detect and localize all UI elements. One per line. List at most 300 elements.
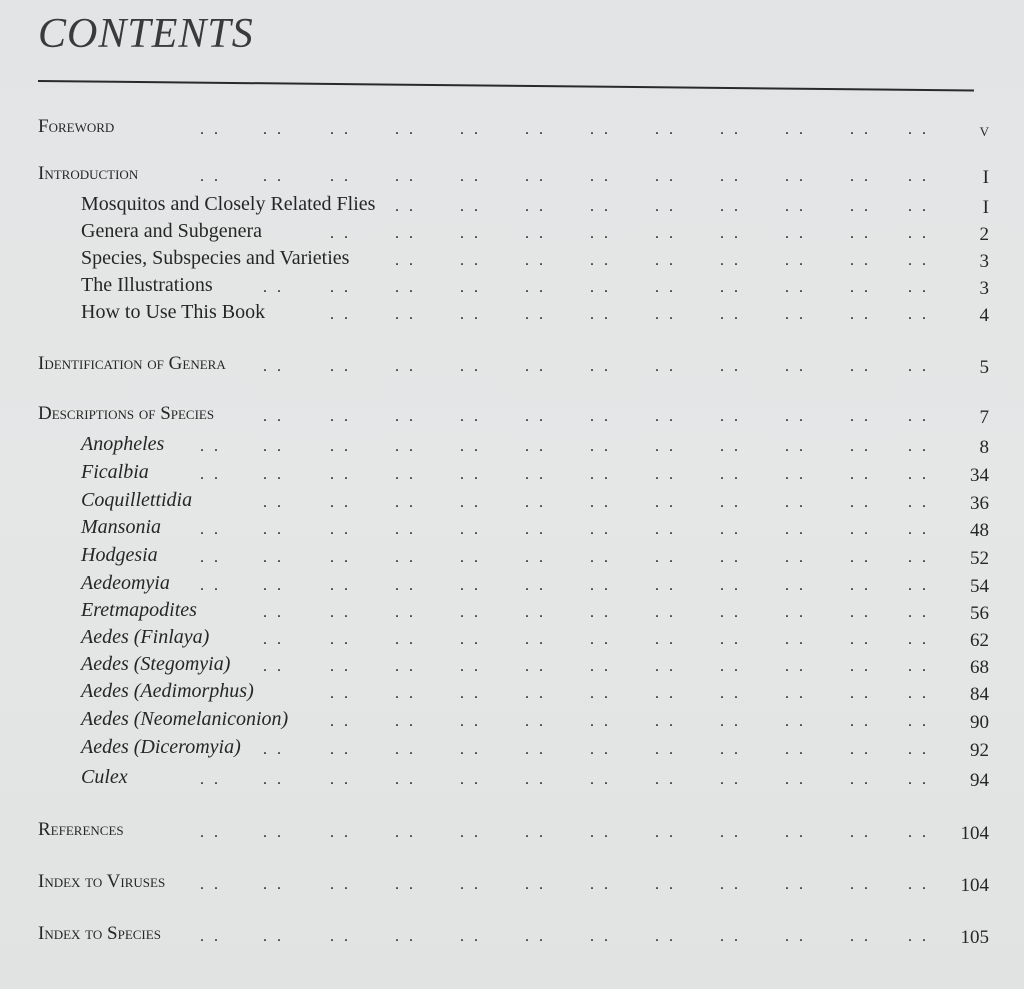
dot-leaders [0, 357, 1024, 377]
leader-dot: . . [330, 928, 351, 945]
leader-dot: . . [460, 549, 481, 566]
leader-dot: . . [850, 466, 871, 483]
leader-dot: . . [655, 604, 676, 621]
leader-dot: . . [330, 494, 351, 511]
leader-dot: . . [525, 168, 546, 185]
toc-page-number: 34 [970, 465, 989, 486]
leader-dot: . . [785, 658, 806, 675]
leader-dot: . . [655, 121, 676, 138]
toc-entry-label: The Illustrations [81, 274, 213, 296]
leader-dot: . . [655, 494, 676, 511]
leader-dot: . . [850, 631, 871, 648]
toc-page-number: I [982, 197, 989, 218]
leader-dot: . . [655, 577, 676, 594]
leader-dot: . . [850, 685, 871, 702]
leader-dot: . . [850, 521, 871, 538]
leader-dot: . . [395, 494, 416, 511]
leader-dot: . . [263, 438, 284, 455]
leader-dot: . . [590, 658, 611, 675]
leader-dot: . . [525, 577, 546, 594]
dot-leaders [0, 224, 1024, 244]
toc-entry-label: Aedes (Neomelaniconion) [81, 708, 289, 730]
leader-dot: . . [655, 631, 676, 648]
contents-heading: CONTENTS [38, 11, 254, 57]
leader-dot: . . [330, 876, 351, 893]
leader-dot: . . [460, 168, 481, 185]
leader-dot: . . [655, 928, 676, 945]
toc-entry [0, 764, 1024, 792]
dot-leaders [0, 740, 1024, 760]
leader-dot: . . [850, 438, 871, 455]
leader-dot: . . [785, 604, 806, 621]
leader-dot: . . [263, 358, 284, 375]
leader-dot: . . [200, 549, 221, 566]
leader-dot: . . [395, 168, 416, 185]
leader-dot: . . [720, 198, 741, 215]
toc-page-number: 7 [979, 407, 989, 428]
leader-dot: . . [908, 771, 929, 788]
leader-dot: . . [785, 121, 806, 138]
toc-entry [0, 401, 1024, 429]
toc-page-number: 48 [970, 520, 989, 541]
toc-entry-label: Anopheles [81, 433, 165, 455]
leader-dot: . . [720, 604, 741, 621]
toc-entry [0, 921, 1024, 949]
dot-leaders [0, 548, 1024, 568]
leader-dot: . . [395, 658, 416, 675]
leader-dot: . . [395, 121, 416, 138]
leader-dot: . . [850, 121, 871, 138]
toc-page-number: 104 [960, 875, 989, 896]
toc-page-number: 62 [970, 630, 989, 651]
leader-dot: . . [908, 631, 929, 648]
leader-dot: . . [525, 279, 546, 296]
leader-dot: . . [395, 631, 416, 648]
dot-leaders [0, 120, 1024, 140]
leader-dot: . . [525, 438, 546, 455]
leader-dot: . . [460, 824, 481, 841]
dot-leaders [0, 603, 1024, 623]
leader-dot: . . [525, 713, 546, 730]
leader-dot: . . [330, 466, 351, 483]
leader-dot: . . [655, 741, 676, 758]
leader-dot: . . [850, 876, 871, 893]
toc-entry-label: Coquillettidia [81, 489, 193, 511]
leader-dot: . . [330, 604, 351, 621]
leader-dot: . . [655, 824, 676, 841]
leader-dot: . . [720, 928, 741, 945]
dot-leaders [0, 875, 1024, 895]
leader-dot: . . [720, 631, 741, 648]
leader-dot: . . [460, 741, 481, 758]
toc-page-number: 2 [979, 224, 989, 245]
leader-dot: . . [525, 121, 546, 138]
leader-dot: . . [655, 225, 676, 242]
leader-dot: . . [460, 279, 481, 296]
leader-dot: . . [330, 685, 351, 702]
toc-entry-label: Eretmapodites [81, 599, 197, 621]
leader-dot: . . [525, 631, 546, 648]
toc-entry-label: Mosquitos and Closely Related Flies [81, 193, 376, 215]
leader-dot: . . [590, 713, 611, 730]
leader-dot: . . [655, 521, 676, 538]
leader-dot: . . [590, 549, 611, 566]
toc-entry-label: Ficalbia [81, 461, 149, 483]
leader-dot: . . [200, 928, 221, 945]
leader-dot: . . [590, 466, 611, 483]
leader-dot: . . [590, 198, 611, 215]
leader-dot: . . [908, 438, 929, 455]
leader-dot: . . [720, 225, 741, 242]
leader-dot: . . [460, 604, 481, 621]
leader-dot: . . [850, 225, 871, 242]
leader-dot: . . [395, 549, 416, 566]
leader-dot: . . [395, 306, 416, 323]
leader-dot: . . [720, 685, 741, 702]
leader-dot: . . [395, 771, 416, 788]
toc-page-number: v [979, 120, 989, 141]
leader-dot: . . [525, 928, 546, 945]
leader-dot: . . [785, 198, 806, 215]
toc-entry [0, 678, 1024, 706]
toc-entry [0, 351, 1024, 379]
leader-dot: . . [908, 577, 929, 594]
toc-entry [0, 431, 1024, 459]
leader-dot: . . [590, 604, 611, 621]
toc-page-number: 84 [970, 684, 989, 705]
leader-dot: . . [590, 225, 611, 242]
leader-dot: . . [460, 408, 481, 425]
leader-dot: . . [200, 121, 221, 138]
leader-dot: . . [525, 771, 546, 788]
leader-dot: . . [330, 306, 351, 323]
dot-leaders [0, 630, 1024, 650]
leader-dot: . . [330, 631, 351, 648]
leader-dot: . . [395, 577, 416, 594]
leader-dot: . . [590, 876, 611, 893]
leader-dot: . . [908, 928, 929, 945]
leader-dot: . . [908, 198, 929, 215]
leader-dot: . . [330, 824, 351, 841]
leader-dot: . . [590, 408, 611, 425]
leader-dot: . . [785, 494, 806, 511]
leader-dot: . . [908, 876, 929, 893]
toc-entry-label: Foreword [38, 116, 115, 137]
leader-dot: . . [908, 252, 929, 269]
leader-dot: . . [785, 358, 806, 375]
dot-leaders [0, 712, 1024, 732]
leader-dot: . . [908, 466, 929, 483]
leader-dot: . . [395, 824, 416, 841]
leader-dot: . . [785, 168, 806, 185]
leader-dot: . . [655, 658, 676, 675]
leader-dot: . . [525, 198, 546, 215]
leader-dot: . . [785, 466, 806, 483]
leader-dot: . . [525, 306, 546, 323]
leader-dot: . . [720, 121, 741, 138]
dot-leaders [0, 278, 1024, 298]
leader-dot: . . [200, 771, 221, 788]
leader-dot: . . [850, 741, 871, 758]
leader-dot: . . [908, 225, 929, 242]
leader-dot: . . [655, 466, 676, 483]
leader-dot: . . [460, 658, 481, 675]
leader-dot: . . [590, 252, 611, 269]
leader-dot: . . [590, 577, 611, 594]
toc-page-number: 36 [970, 493, 989, 514]
toc-entry-label: Genera and Subgenera [81, 220, 263, 242]
toc-entry [0, 299, 1024, 327]
leader-dot: . . [590, 438, 611, 455]
leader-dot: . . [460, 225, 481, 242]
leader-dot: . . [460, 121, 481, 138]
toc-entry-label: References [38, 819, 124, 840]
leader-dot: . . [590, 168, 611, 185]
dot-leaders [0, 520, 1024, 540]
leader-dot: . . [785, 824, 806, 841]
dot-leaders [0, 465, 1024, 485]
toc-page-number: I [982, 167, 989, 188]
toc-page-number: 94 [970, 770, 989, 791]
toc-entry-label: Aedes (Finlaya) [81, 626, 210, 648]
leader-dot: . . [525, 876, 546, 893]
leader-dot: . . [330, 741, 351, 758]
toc-entry-label: Aedes (Stegomyia) [81, 653, 231, 675]
leader-dot: . . [908, 306, 929, 323]
leader-dot: . . [655, 438, 676, 455]
leader-dot: . . [590, 741, 611, 758]
leader-dot: . . [200, 521, 221, 538]
leader-dot: . . [785, 521, 806, 538]
leader-dot: . . [785, 928, 806, 945]
leader-dot: . . [850, 771, 871, 788]
leader-dot: . . [850, 928, 871, 945]
leader-dot: . . [460, 466, 481, 483]
leader-dot: . . [263, 824, 284, 841]
leader-dot: . . [460, 685, 481, 702]
toc-entry [0, 245, 1024, 273]
leader-dot: . . [330, 408, 351, 425]
leader-dot: . . [395, 876, 416, 893]
leader-dot: . . [460, 438, 481, 455]
toc-entry-label: Culex [81, 766, 128, 788]
leader-dot: . . [785, 631, 806, 648]
leader-dot: . . [850, 549, 871, 566]
leader-dot: . . [590, 358, 611, 375]
leader-dot: . . [460, 494, 481, 511]
leader-dot: . . [263, 121, 284, 138]
toc-page-number: 4 [979, 305, 989, 326]
leader-dot: . . [785, 408, 806, 425]
leader-dot: . . [908, 121, 929, 138]
leader-dot: . . [395, 438, 416, 455]
leader-dot: . . [850, 824, 871, 841]
leader-dot: . . [720, 358, 741, 375]
leader-dot: . . [395, 198, 416, 215]
leader-dot: . . [395, 741, 416, 758]
toc-entry [0, 459, 1024, 487]
leader-dot: . . [720, 658, 741, 675]
toc-page-number: 56 [970, 603, 989, 624]
leader-dot: . . [908, 741, 929, 758]
leader-dot: . . [263, 631, 284, 648]
leader-dot: . . [785, 685, 806, 702]
leader-dot: . . [330, 713, 351, 730]
leader-dot: . . [720, 408, 741, 425]
leader-dot: . . [460, 631, 481, 648]
leader-dot: . . [720, 521, 741, 538]
leader-dot: . . [908, 685, 929, 702]
leader-dot: . . [655, 279, 676, 296]
leader-dot: . . [263, 408, 284, 425]
toc-entry [0, 514, 1024, 542]
leader-dot: . . [850, 198, 871, 215]
leader-dot: . . [720, 252, 741, 269]
leader-dot: . . [263, 549, 284, 566]
leader-dot: . . [590, 306, 611, 323]
leader-dot: . . [525, 225, 546, 242]
dot-leaders [0, 407, 1024, 427]
leader-dot: . . [525, 549, 546, 566]
leader-dot: . . [785, 549, 806, 566]
dot-leaders [0, 823, 1024, 843]
leader-dot: . . [395, 713, 416, 730]
toc-entry-label: How to Use This Book [81, 301, 266, 323]
leader-dot: . . [330, 521, 351, 538]
leader-dot: . . [460, 928, 481, 945]
dot-leaders [0, 684, 1024, 704]
leader-dot: . . [655, 771, 676, 788]
toc-entry [0, 706, 1024, 734]
leader-dot: . . [263, 494, 284, 511]
toc-entry-label: Aedeomyia [81, 572, 170, 594]
leader-dot: . . [908, 168, 929, 185]
leader-dot: . . [720, 876, 741, 893]
leader-dot: . . [720, 306, 741, 323]
leader-dot: . . [330, 168, 351, 185]
leader-dot: . . [263, 771, 284, 788]
leader-dot: . . [460, 252, 481, 269]
leader-dot: . . [460, 358, 481, 375]
leader-dot: . . [850, 494, 871, 511]
leader-dot: . . [908, 521, 929, 538]
leader-dot: . . [525, 604, 546, 621]
leader-dot: . . [720, 771, 741, 788]
leader-dot: . . [460, 521, 481, 538]
toc-page-number: 54 [970, 576, 989, 597]
dot-leaders [0, 437, 1024, 457]
leader-dot: . . [395, 225, 416, 242]
leader-dot: . . [590, 771, 611, 788]
leader-dot: . . [460, 876, 481, 893]
leader-dot: . . [720, 438, 741, 455]
toc-entry [0, 651, 1024, 679]
leader-dot: . . [200, 577, 221, 594]
leader-dot: . . [395, 279, 416, 296]
leader-dot: . . [590, 279, 611, 296]
toc-page-number: 3 [979, 251, 989, 272]
toc-entry-label: Hodgesia [81, 544, 158, 566]
leader-dot: . . [263, 168, 284, 185]
leader-dot: . . [908, 824, 929, 841]
toc-page-number: 92 [970, 740, 989, 761]
leader-dot: . . [330, 225, 351, 242]
leader-dot: . . [655, 713, 676, 730]
leader-dot: . . [908, 279, 929, 296]
toc-page-number: 3 [979, 278, 989, 299]
toc-entry [0, 597, 1024, 625]
leader-dot: . . [460, 577, 481, 594]
leader-dot: . . [785, 771, 806, 788]
leader-dot: . . [785, 713, 806, 730]
leader-dot: . . [395, 358, 416, 375]
leader-dot: . . [850, 252, 871, 269]
leader-dot: . . [395, 466, 416, 483]
dot-leaders [0, 167, 1024, 187]
leader-dot: . . [785, 252, 806, 269]
toc-page-number: 105 [960, 927, 989, 948]
dot-leaders [0, 493, 1024, 513]
leader-dot: . . [785, 876, 806, 893]
leader-dot: . . [460, 771, 481, 788]
leader-dot: . . [263, 876, 284, 893]
leader-dot: . . [525, 521, 546, 538]
toc-entry [0, 218, 1024, 246]
leader-dot: . . [850, 168, 871, 185]
toc-entry [0, 272, 1024, 300]
leader-dot: . . [850, 713, 871, 730]
leader-dot: . . [785, 279, 806, 296]
toc-entry [0, 161, 1024, 189]
toc-entry-label: Descriptions of Species [38, 403, 215, 424]
leader-dot: . . [655, 168, 676, 185]
leader-dot: . . [850, 577, 871, 594]
leader-dot: . . [330, 658, 351, 675]
leader-dot: . . [263, 279, 284, 296]
leader-dot: . . [460, 198, 481, 215]
leader-dot: . . [330, 358, 351, 375]
leader-dot: . . [720, 824, 741, 841]
leader-dot: . . [263, 466, 284, 483]
toc-entry-label: Aedes (Diceromyia) [81, 736, 241, 758]
leader-dot: . . [460, 306, 481, 323]
leader-dot: . . [330, 549, 351, 566]
leader-dot: . . [908, 604, 929, 621]
leader-dot: . . [720, 168, 741, 185]
toc-entry [0, 191, 1024, 219]
leader-dot: . . [720, 741, 741, 758]
leader-dot: . . [908, 713, 929, 730]
leader-dot: . . [590, 824, 611, 841]
leader-dot: . . [330, 771, 351, 788]
dot-leaders [0, 576, 1024, 596]
leader-dot: . . [590, 928, 611, 945]
leader-dot: . . [200, 438, 221, 455]
dot-leaders [0, 927, 1024, 947]
dot-leaders [0, 197, 1024, 217]
toc-entry-label: Index to Species [38, 923, 161, 944]
leader-dot: . . [330, 577, 351, 594]
toc-page-number: 68 [970, 657, 989, 678]
leader-dot: . . [525, 824, 546, 841]
leader-dot: . . [655, 198, 676, 215]
leader-dot: . . [785, 438, 806, 455]
leader-dot: . . [330, 121, 351, 138]
leader-dot: . . [720, 577, 741, 594]
leader-dot: . . [720, 549, 741, 566]
leader-dot: . . [263, 658, 284, 675]
leader-dot: . . [525, 494, 546, 511]
